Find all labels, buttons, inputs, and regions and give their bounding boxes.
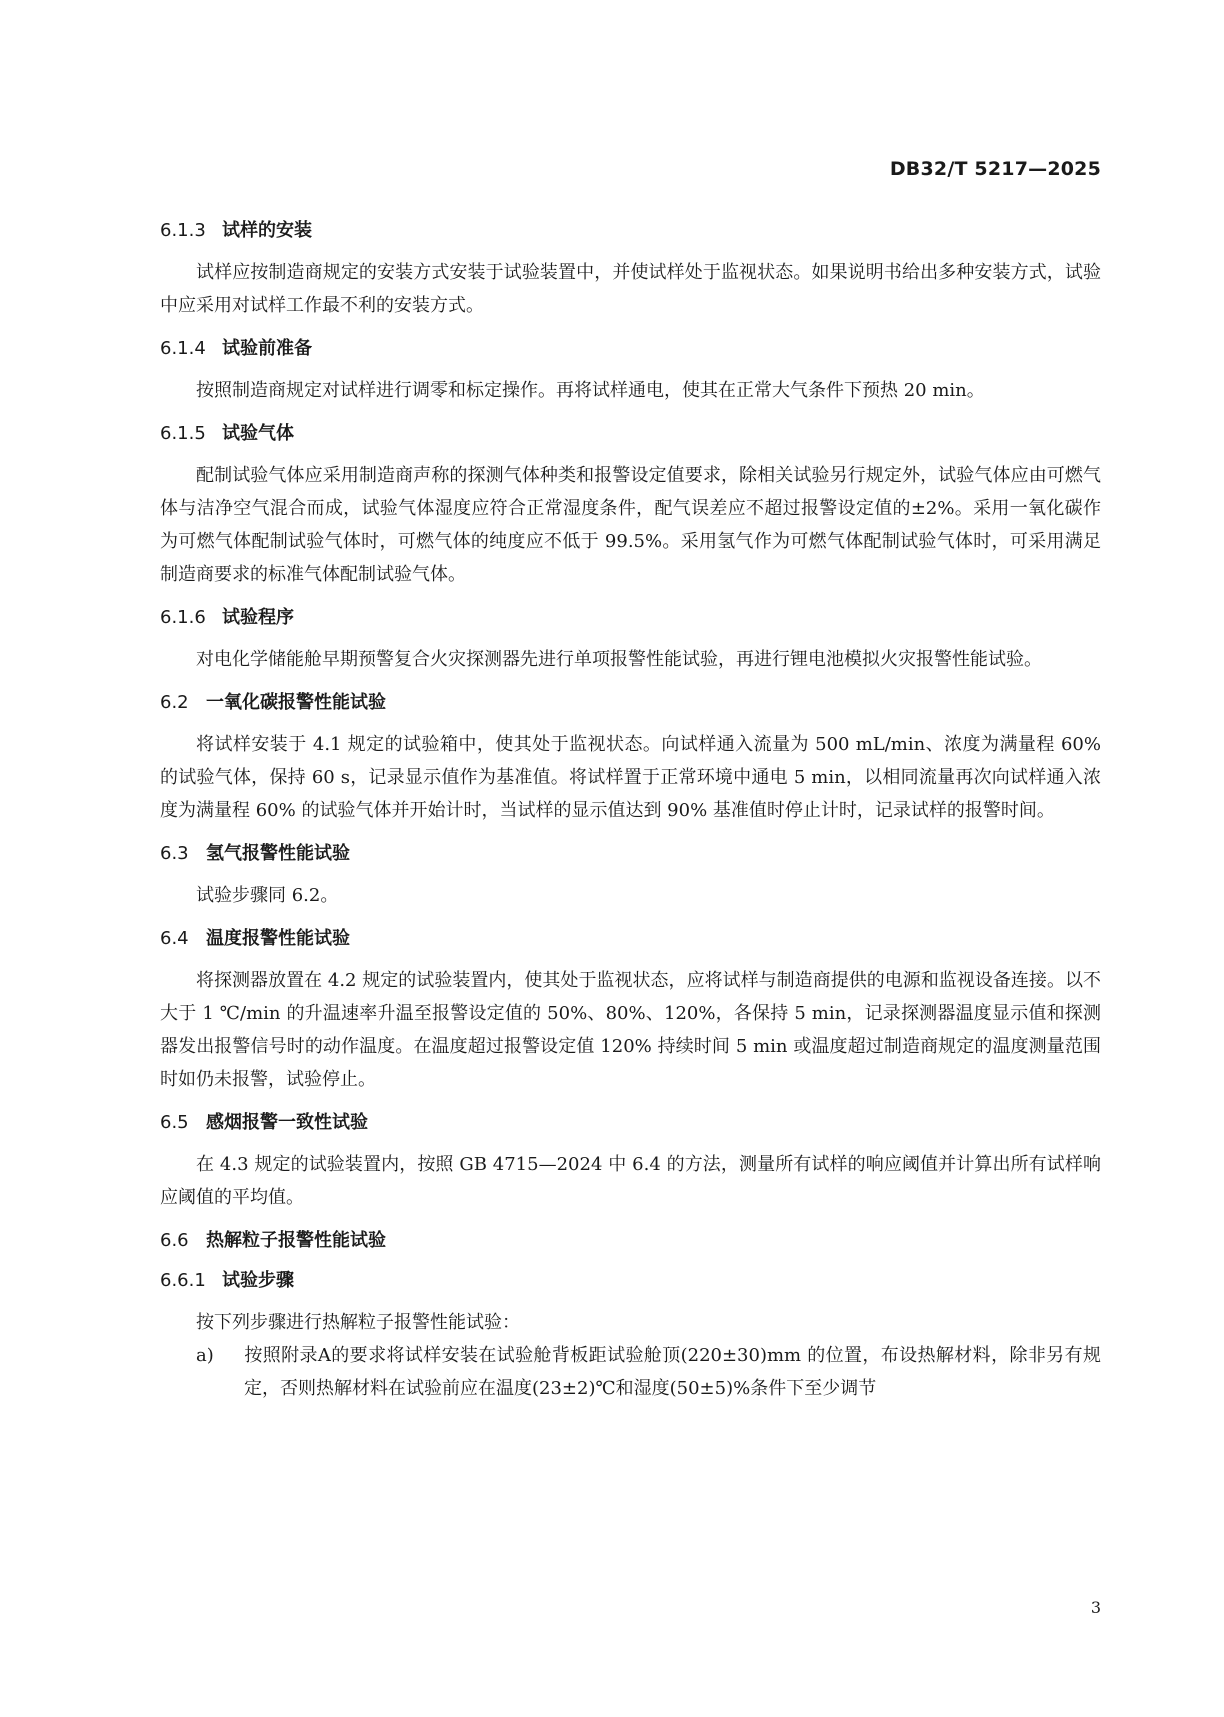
section-title: 试验前准备 <box>222 338 312 359</box>
page-number: 3 <box>1090 1598 1101 1617</box>
section-title: 试验程序 <box>222 607 294 628</box>
paragraph: 按照制造商规定对试样进行调零和标定操作。再将试样通电，使其在正常大气条件下预热 20 min。 <box>196 380 985 401</box>
paragraph: 对电化学储能舱早期预警复合火灾探测器先进行单项报警性能试验，再进行锂电池模拟火灾报警性能试验。 <box>196 649 1042 670</box>
paragraph: 将试样安装于 4.1 规定的试验箱中，使其处于监视状态。向试样通入流量为 500 mL/min、浓度为满量程 60% 的试验气体，保持 60 s，记录显示值作为基准值。将试样置于正常环境中通电 5 min，以相同流量再次向试样通入浓度为满量程 60% 的试验气体并开始计时，当试样的显示值达到 90% 基准值时停止计时，记录试样的报警时间。 <box>160 734 1101 821</box>
paragraph: 在 4.3 规定的试验装置内，按照 GB 4715—2024 中 6.4 的方法，测量所有试样的响应阈值并计算出所有试样响应阈值的平均值。 <box>160 1154 1101 1208</box>
section-number: 6.6.1 <box>160 1270 206 1291</box>
paragraph: 将探测器放置在 4.2 规定的试验装置内，使其处于监视状态，应将试样与制造商提供的电源和监视设备连接。以不大于 1 ℃/min 的升温速率升温至报警设定值的 50%、80%、120%，各保持 5 min，记录探测器温度显示值和探测器发出报警信号时的动作温度。在温度超过报警设定值 120% 持续时间 5 min 或温度超过制造商规定的温度测量范围时如仍未报警，试验停止。 <box>160 970 1101 1090</box>
section-title: 试验气体 <box>222 423 294 444</box>
section-number: 6.6 <box>160 1230 189 1251</box>
section-title: 感烟报警一致性试验 <box>206 1112 368 1133</box>
section-number: 6.3 <box>160 843 189 864</box>
section-heading <box>160 926 1101 952</box>
section-title: 温度报警性能试验 <box>206 928 350 949</box>
section-heading <box>160 841 1101 867</box>
section-number: 6.2 <box>160 692 189 713</box>
section-heading <box>160 421 1101 447</box>
section-title: 氢气报警性能试验 <box>206 843 350 864</box>
section-heading <box>160 605 1101 631</box>
list-marker: a) <box>196 1345 214 1366</box>
paragraph: 配制试验气体应采用制造商声称的探测气体种类和报警设定值要求，除相关试验另行规定外，试验气体应由可燃气体与洁净空气混合而成，试验气体湿度应符合正常湿度条件，配气误差应不超过报警设定值的±2%。采用一氧化碳作为可燃气体配制试验气体时，可燃气体的纯度应不低于 99.5%。采用氢气作为可燃气体配制试验气体时，可采用满足制造商要求的标准气体配制试验气体。 <box>160 465 1101 585</box>
section-title: 热解粒子报警性能试验 <box>206 1230 386 1251</box>
paragraph: 按下列步骤进行热解粒子报警性能试验： <box>196 1312 520 1333</box>
section-heading <box>160 218 1101 244</box>
section-title: 试验步骤 <box>222 1270 294 1291</box>
paragraph: 试验步骤同 6.2。 <box>196 885 339 906</box>
list-item <box>160 1339 1101 1405</box>
paragraph: 试样应按制造商规定的安装方式安装于试验装置中，并使试样处于监视状态。如果说明书给出多种安装方式，试验中应采用对试样工作最不利的安装方式。 <box>160 262 1101 316</box>
section-number: 6.1.3 <box>160 220 206 241</box>
section-heading <box>160 1110 1101 1136</box>
section-number: 6.1.6 <box>160 607 206 628</box>
document-body <box>160 218 1101 1405</box>
section-number: 6.1.5 <box>160 423 206 444</box>
section-heading <box>160 1228 1101 1254</box>
section-heading <box>160 336 1101 362</box>
section-number: 6.5 <box>160 1112 189 1133</box>
section-heading <box>160 690 1101 716</box>
section-number: 6.4 <box>160 928 189 949</box>
subsection-heading <box>160 1268 1101 1294</box>
section-title: 试样的安装 <box>222 220 312 241</box>
document-code: DB32/T 5217—2025 <box>889 158 1101 180</box>
list-item-text: 按照附录A的要求将试样安装在试验舱背板距试验舱顶(220±30)mm 的位置，布设热解材料，除非另有规定，否则热解材料在试验前应在温度(23±2)℃和湿度(50±5)%条件下至少调节 <box>244 1345 1101 1399</box>
section-number: 6.1.4 <box>160 338 206 359</box>
section-title: 一氧化碳报警性能试验 <box>206 692 386 713</box>
